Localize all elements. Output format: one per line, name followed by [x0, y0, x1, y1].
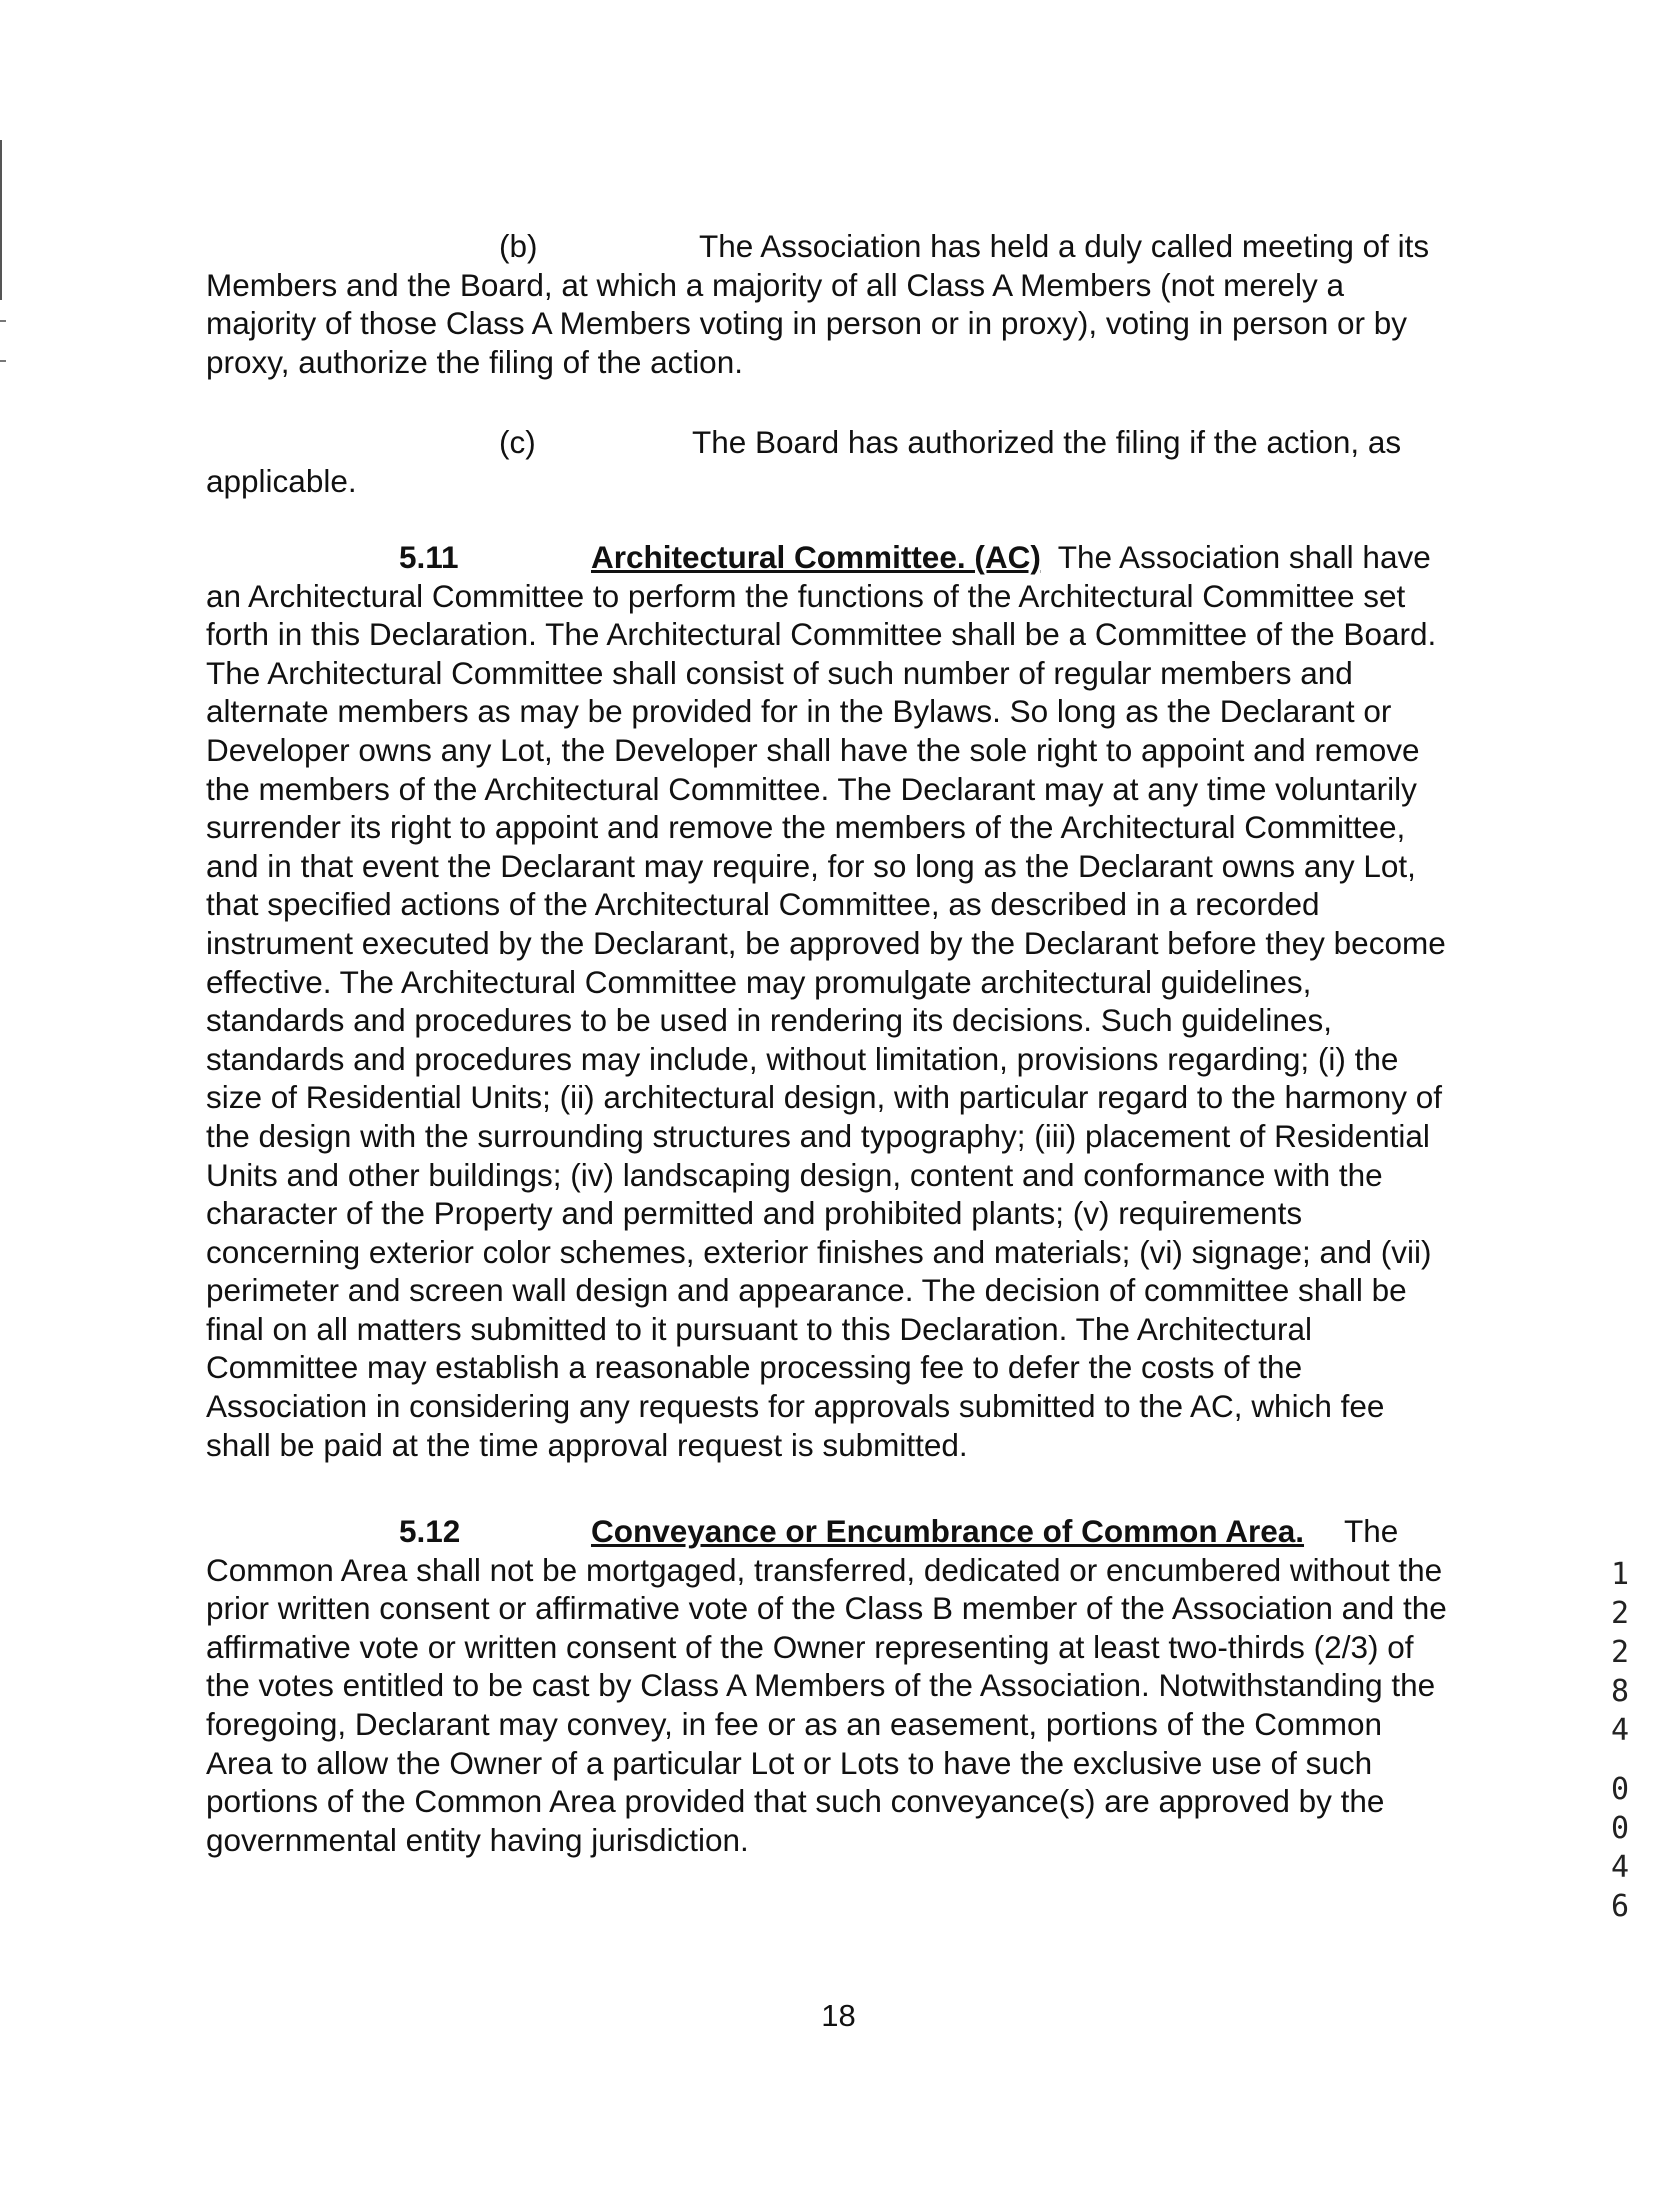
paragraph-b-line: The Association has held a duly called meeting of its [699, 228, 1430, 264]
stamp-digit: 0 [1610, 1811, 1630, 1846]
stamp-digit: 1 [1610, 1557, 1630, 1592]
stamp-digit: 4 [1610, 1713, 1630, 1748]
section-5-11-line: alternate members as may be provided for in the Bylaws. So long as the Declarant or [206, 693, 1392, 730]
section-5-12-line: foregoing, Declarant may convey, in fee or as an easement, portions of the Common [206, 1705, 1383, 1742]
section-5-11-line: that specified actions of the Architectural Committee, as described in a recorded [206, 886, 1320, 923]
section-5-11-line: the design with the surrounding structures and typography; (iii) placement of Residential [206, 1117, 1430, 1154]
stamp-digit: 4 [1610, 1850, 1630, 1885]
paragraph-c-label: (c) [499, 424, 536, 460]
section-5-12-line: the votes entitled to be cast by Class A Members of the Association. Notwithstanding the [206, 1667, 1436, 1704]
section-5-12-line: prior written consent or affirmative vote of the Class B member of the Association and the [206, 1590, 1447, 1627]
section-5-11-line: concerning exterior color schemes, exterior finishes and materials; (vi) signage; and (vii) [206, 1233, 1432, 1270]
section-5-11-line: an Architectural Committee to perform the functions of the Architectural Committee set [206, 577, 1406, 614]
paragraph-c-continuation: applicable. [206, 463, 357, 499]
paragraph-b [206, 227, 1486, 381]
stamp-digit: 6 [1610, 1889, 1630, 1924]
page-number: 18 [821, 1998, 856, 2033]
section-5-11-line: Association in considering any requests for approvals submitted to the AC, which fee [206, 1388, 1385, 1425]
paragraph-b-line: proxy, authorize the filing of the action. [206, 343, 743, 380]
section-5-11-line: The Architectural Committee shall consist of such number of regular members and [206, 654, 1353, 691]
paragraph-c-text: The Board has authorized the filing if the action, as [692, 424, 1402, 460]
section-5-11-line: perimeter and screen wall design and appearance. The decision of committee shall be [206, 1272, 1407, 1309]
section-5-11-line: Committee may establish a reasonable processing fee to defer the costs of the [206, 1349, 1303, 1386]
section-5-12-line: affirmative vote or written consent of the Owner representing at least two-thirds (2/3) of [206, 1628, 1414, 1665]
section-5-11-line: character of the Property and permitted and prohibited plants; (v) requirements [206, 1195, 1303, 1232]
scan-edge-mark [0, 140, 5, 300]
section-5-12-line: governmental entity having jurisdiction. [206, 1821, 749, 1858]
section-5-11-line: and in that event the Declarant may require, for so long as the Declarant owns any Lot, [206, 847, 1416, 884]
section-number: 5.12 [399, 1513, 461, 1549]
paragraph-b-line: majority of those Class A Members voting in person or in proxy), voting in person or by [206, 305, 1408, 342]
section-5-11 [206, 538, 1486, 1464]
section-5-12-line: portions of the Common Area provided that such conveyance(s) are approved by the [206, 1783, 1385, 1820]
section-5-11-line: instrument executed by the Declarant, be approved by the Declarant before they become [206, 924, 1446, 961]
section-5-11-line: size of Residential Units; (ii) architectural design, with particular regard to the harmony of [206, 1079, 1443, 1116]
section-5-12 [206, 1512, 1486, 1859]
section-5-11-line: standards and procedures to be used in rendering its decisions. Such guidelines, [206, 1002, 1332, 1039]
margin-recording-stamp [1600, 1555, 1640, 1926]
scan-tick-mark [0, 320, 6, 322]
section-title: Architectural Committee. (AC) [591, 539, 1041, 575]
scan-tick-mark [0, 360, 6, 362]
section-lead-text: The [1344, 1513, 1399, 1549]
section-5-12-line: Common Area shall not be mortgaged, transferred, dedicated or encumbered without the [206, 1551, 1443, 1588]
section-5-11-line: the members of the Architectural Committee. The Declarant may at any time voluntarily [206, 770, 1417, 807]
stamp-digit: 8 [1610, 1674, 1630, 1709]
paragraph-b-line: Members and the Board, at which a majority of all Class A Members (not merely a [206, 266, 1344, 303]
section-5-11-line: standards and procedures may include, without limitation, provisions regarding; (i) the [206, 1040, 1399, 1077]
paragraph-c [499, 424, 1486, 461]
section-5-11-line: forth in this Declaration. The Architectural Committee shall be a Committee of the Board. [206, 616, 1437, 653]
section-5-11-line: Units and other buildings; (iv) landscaping design, content and conformance with the [206, 1156, 1383, 1193]
section-title: Conveyance or Encumbrance of Common Area. [591, 1513, 1305, 1549]
stamp-digit: 2 [1610, 1635, 1630, 1670]
stamp-digit: 2 [1610, 1596, 1630, 1631]
section-5-11-line: final on all matters submitted to it pursuant to this Declaration. The Architectural [206, 1310, 1312, 1347]
section-5-11-line: surrender its right to appoint and remove the members of the Architectural Committee, [206, 809, 1406, 846]
stamp-digit: 0 [1610, 1772, 1630, 1807]
section-lead-text: The Association shall have [1057, 539, 1431, 575]
section-5-11-line: shall be paid at the time approval request is submitted. [206, 1426, 968, 1463]
section-5-11-line: Developer owns any Lot, the Developer shall have the sole right to appoint and remove [206, 731, 1420, 768]
paragraph-b-label: (b) [499, 228, 538, 264]
section-5-11-line: effective. The Architectural Committee may promulgate architectural guidelines, [206, 963, 1312, 1000]
section-5-12-line: Area to allow the Owner of a particular Lot or Lots to have the exclusive use of such [206, 1744, 1373, 1781]
section-number: 5.11 [399, 539, 459, 575]
